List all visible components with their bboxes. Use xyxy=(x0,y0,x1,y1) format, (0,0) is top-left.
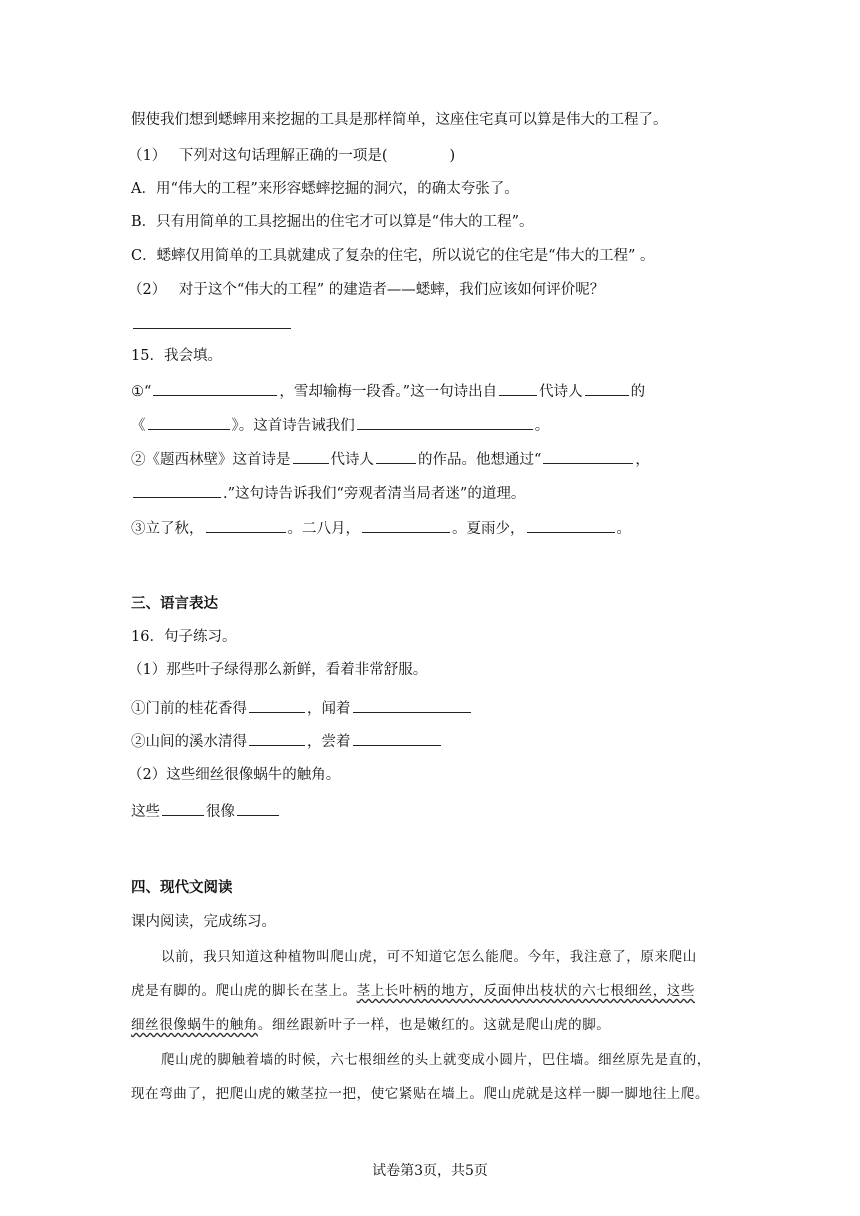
q14-quote: 假使我们想到蟋蟀用来挖掘的工具是那样简单，这座住宅真可以算是伟大的工程了。 xyxy=(131,112,668,128)
q15-l4-dot: . xyxy=(223,486,228,502)
option-a[interactable]: A．用“伟大的工程”来形容蟋蟀挖掘的洞穴，的确太夸张了。 xyxy=(131,181,519,197)
q15-l1-text: 的 xyxy=(630,384,646,400)
q16-title: 16．句子练习。 xyxy=(131,629,237,645)
fill-blank[interactable] xyxy=(133,482,221,498)
q15-l4-text: ”这句诗告诉我们“旁观者清当局者迷”的道理。 xyxy=(227,486,526,502)
passage-text: 虎是有脚的。爬山虎的脚长在茎上。 xyxy=(131,983,357,999)
q15-l5-text: ③立了秋， xyxy=(131,521,204,537)
q14-sub1 xyxy=(128,146,455,166)
fill-blank[interactable] xyxy=(357,414,533,430)
q16-s1b-text: ②山间的溪水清得 xyxy=(131,734,247,750)
q16-s2-a xyxy=(131,800,281,822)
q16-s1-a xyxy=(131,697,473,719)
fill-blank[interactable] xyxy=(353,697,471,713)
passage-p2-line2: 现在弯曲了，把爬山虎的嫩茎拉一把，使它紧贴在墙上。爬山虎就是这样一脚一脚地往上爬。 xyxy=(131,1086,710,1102)
passage-p1-line1: 以前，我只知道这种植物叫爬山虎，可不知道它怎么能爬。今年，我注意了，原来爬山 xyxy=(161,949,697,965)
fill-blank[interactable] xyxy=(543,448,633,464)
fill-blank[interactable] xyxy=(153,380,277,396)
fill-blank[interactable] xyxy=(376,448,416,464)
wavy-underlined-text: 细丝很像蜗牛的触角 xyxy=(131,1017,258,1033)
fill-blank[interactable] xyxy=(353,730,441,746)
passage-text: 。细丝跟新叶子一样，也是嫩红的。这就是爬山虎的脚。 xyxy=(257,1017,611,1033)
fill-blank[interactable] xyxy=(237,800,279,816)
q14-sub2-answer-line[interactable] xyxy=(131,313,293,335)
fill-blank[interactable] xyxy=(527,517,615,533)
q16-s1a-text: ，闻着 xyxy=(307,701,351,717)
wavy-underlined-text: 茎上长叶柄的地方，反面伸出枝状的六七根细丝，这些 xyxy=(356,983,696,999)
q15-l2-text: 》。这首诗告诫我们 xyxy=(231,418,355,434)
q15-line4 xyxy=(131,482,525,504)
q15-title: 15．我会填。 xyxy=(131,348,222,364)
fill-blank[interactable] xyxy=(206,517,286,533)
fill-blank[interactable] xyxy=(249,730,305,746)
reading-intro: 课内阅读，完成练习。 xyxy=(131,914,276,930)
q14-sub1-close: ) xyxy=(449,148,456,164)
q14-sub1-label: （1） xyxy=(128,148,167,164)
q15-l1-text: ①“ xyxy=(131,384,152,400)
fill-blank[interactable] xyxy=(499,380,537,396)
section-3-title: 三、语言表达 xyxy=(131,596,218,612)
q14-sub1-text: 下列对这句话理解正确的一项是( xyxy=(178,148,388,164)
q16-s2a-text: 很像 xyxy=(206,804,235,820)
q15-l1-text: 代诗人 xyxy=(539,384,583,400)
q16-sentence-1: （1）那些叶子绿得那么新鲜，看着非常舒服。 xyxy=(128,662,428,678)
q15-l2-text: 《 xyxy=(131,418,146,434)
fill-blank[interactable] xyxy=(362,517,450,533)
page-footer: 试卷第3页，共5页 xyxy=(372,1163,488,1179)
q16-s1b-text: ，尝着 xyxy=(307,734,351,750)
fill-blank[interactable] xyxy=(249,697,305,713)
section-4-title: 四、现代文阅读 xyxy=(131,880,233,896)
q15-l3-text: ， xyxy=(635,452,650,468)
answer-blank[interactable] xyxy=(133,313,291,329)
fill-blank[interactable] xyxy=(293,448,329,464)
q15-l5-text: 。二八月， xyxy=(287,521,360,537)
fill-blank[interactable] xyxy=(162,800,204,816)
q15-line2 xyxy=(131,414,549,436)
q15-line3 xyxy=(131,448,650,470)
q16-s1a-text: ①门前的桂花香得 xyxy=(131,701,247,717)
passage-p2-line1: 爬山虎的脚触着墙的时候，六七根细丝的头上就变成小圆片，巴住墙。细丝原先是直的， xyxy=(161,1052,711,1068)
q14-sub2-label: （2） xyxy=(128,282,167,298)
option-c[interactable]: C．蟋蟀仅用简单的工具就建成了复杂的住宅，所以说它的住宅是“伟大的工程” 。 xyxy=(131,248,655,264)
q14-sub2-text: 对于这个“伟大的工程” 的建造者——蟋蟀，我们应该如何评价呢？ xyxy=(178,282,605,298)
passage-p1-line3 xyxy=(131,1015,610,1035)
q15-l5-text: 。 xyxy=(616,521,631,537)
passage-p1-line2 xyxy=(131,981,695,1001)
q15-l3-text: ②《题西林壁》这首诗是 xyxy=(131,452,291,468)
q14-sub2 xyxy=(128,280,604,300)
q16-sentence-2: （2）这些细丝很像蜗牛的触角。 xyxy=(128,767,341,783)
q15-line5 xyxy=(131,517,631,539)
q15-l1-text: ，雪却输梅一段香。”这一句诗出自 xyxy=(279,384,498,400)
fill-blank[interactable] xyxy=(148,414,230,430)
fill-blank[interactable] xyxy=(585,380,629,396)
q15-l5-text: 。夏雨少， xyxy=(452,521,525,537)
option-b[interactable]: B．只有用简单的工具挖掘出的住宅才可以算是“伟大的工程”。 xyxy=(131,214,534,230)
q15-l2-text: 。 xyxy=(534,418,550,434)
q15-l3-text: 的作品。他想通过“ xyxy=(418,452,542,468)
q16-s2a-text: 这些 xyxy=(131,804,160,820)
q15-line1 xyxy=(131,380,645,402)
q15-l3-text: 代诗人 xyxy=(330,452,374,468)
q16-s1-b xyxy=(131,730,443,752)
